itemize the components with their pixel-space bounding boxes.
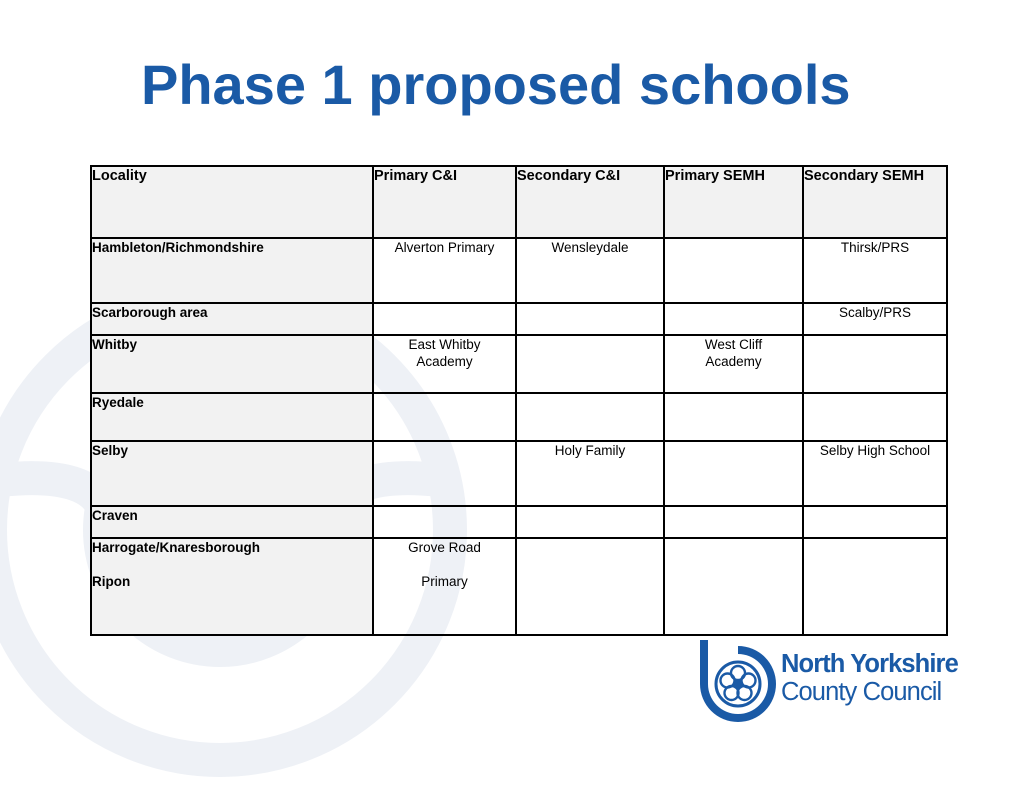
logo-text-line2: County Council xyxy=(781,678,942,706)
column-header: Primary C&I xyxy=(373,166,516,238)
locality-cell: Whitby xyxy=(91,335,373,393)
column-header: Locality xyxy=(91,166,373,238)
column-header: Primary SEMH xyxy=(664,166,803,238)
primary-semh-cell xyxy=(664,393,803,441)
table-row xyxy=(91,506,947,538)
table-row xyxy=(91,303,947,335)
locality-cell: Harrogate/Knaresborough Ripon xyxy=(91,538,373,635)
secondary-ci-cell xyxy=(516,393,664,441)
secondary-ci-cell: Holy Family xyxy=(516,441,664,506)
schools-table xyxy=(90,165,948,636)
primary-ci-cell xyxy=(373,441,516,506)
primary-ci-cell xyxy=(373,303,516,335)
primary-semh-cell xyxy=(664,538,803,635)
secondary-ci-cell xyxy=(516,303,664,335)
table-row xyxy=(91,441,947,506)
secondary-ci-cell xyxy=(516,335,664,393)
council-logo xyxy=(700,640,990,725)
page-title: Phase 1 proposed schools xyxy=(141,53,851,116)
primary-ci-cell xyxy=(373,393,516,441)
secondary-semh-cell xyxy=(803,506,947,538)
secondary-semh-cell xyxy=(803,335,947,393)
locality-cell: Craven xyxy=(91,506,373,538)
column-header: Secondary SEMH xyxy=(803,166,947,238)
primary-semh-cell: West Cliff Academy xyxy=(664,335,803,393)
locality-cell: Ryedale xyxy=(91,393,373,441)
primary-ci-cell: Grove Road Primary xyxy=(373,538,516,635)
primary-semh-cell xyxy=(664,441,803,506)
table-row xyxy=(91,238,947,303)
locality-cell: Scarborough area xyxy=(91,303,373,335)
table-row xyxy=(91,335,947,393)
logo-text-line1: North Yorkshire xyxy=(781,650,958,678)
secondary-ci-cell xyxy=(516,538,664,635)
primary-ci-cell: Alverton Primary xyxy=(373,238,516,303)
primary-semh-cell xyxy=(664,238,803,303)
locality-cell: Hambleton/Richmondshire xyxy=(91,238,373,303)
table-row xyxy=(91,538,947,635)
locality-cell: Selby xyxy=(91,441,373,506)
yorkshire-rose-icon xyxy=(700,640,776,724)
secondary-semh-cell xyxy=(803,538,947,635)
secondary-ci-cell: Wensleydale xyxy=(516,238,664,303)
primary-semh-cell xyxy=(664,303,803,335)
secondary-semh-cell: Thirsk/PRS xyxy=(803,238,947,303)
secondary-semh-cell: Scalby/PRS xyxy=(803,303,947,335)
table-header-row xyxy=(91,166,947,238)
primary-ci-cell xyxy=(373,506,516,538)
secondary-semh-cell: Selby High School xyxy=(803,441,947,506)
column-header: Secondary C&I xyxy=(516,166,664,238)
secondary-ci-cell xyxy=(516,506,664,538)
primary-semh-cell xyxy=(664,506,803,538)
table-row xyxy=(91,393,947,441)
secondary-semh-cell xyxy=(803,393,947,441)
primary-ci-cell: East Whitby Academy xyxy=(373,335,516,393)
